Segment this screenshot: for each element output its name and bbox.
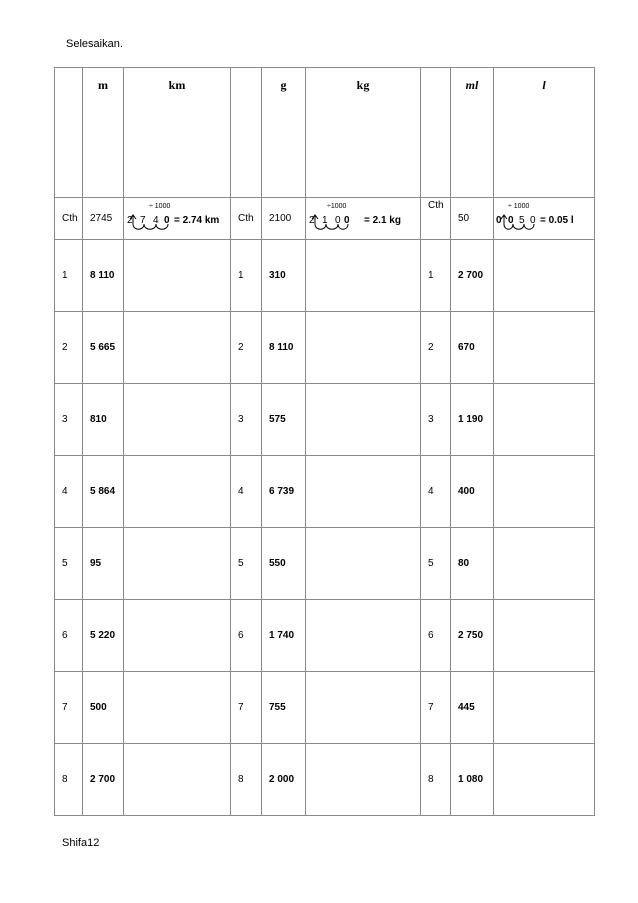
header-blank-2: [231, 68, 262, 198]
example-value-g: 2100: [262, 198, 306, 240]
value-ml: 400: [451, 456, 494, 528]
value-g: 2 000: [262, 744, 306, 816]
table-row: [55, 456, 595, 528]
row-number: 6: [231, 600, 262, 672]
answer-l[interactable]: [494, 600, 595, 672]
table-row: [55, 672, 595, 744]
header-km: km: [124, 68, 231, 198]
value-ml: 80: [451, 528, 494, 600]
row-number: 8: [421, 744, 451, 816]
table-row: [55, 528, 595, 600]
answer-kg[interactable]: [306, 744, 421, 816]
answer-km[interactable]: [124, 456, 231, 528]
digit: 0: [530, 215, 536, 226]
row-number: 1: [421, 240, 451, 312]
row-number: 3: [421, 384, 451, 456]
value-g: 8 110: [262, 312, 306, 384]
row-number: 8: [231, 744, 262, 816]
answer-km[interactable]: [124, 312, 231, 384]
value-m: 5 665: [83, 312, 124, 384]
answer-km[interactable]: [124, 384, 231, 456]
value-g: 310: [262, 240, 306, 312]
value-g: 575: [262, 384, 306, 456]
row-number: 3: [231, 384, 262, 456]
row-number: 4: [421, 456, 451, 528]
answer-kg[interactable]: [306, 672, 421, 744]
digit: 0: [344, 215, 350, 226]
footer-text: Shifa12: [62, 837, 100, 849]
row-number: 7: [55, 672, 83, 744]
value-g: 550: [262, 528, 306, 600]
digit: 2: [127, 215, 133, 226]
row-number: 7: [231, 672, 262, 744]
header-blank-1: [55, 68, 83, 198]
header-blank-3: [421, 68, 451, 198]
value-m: 810: [83, 384, 124, 456]
value-m: 5 864: [83, 456, 124, 528]
value-ml: 445: [451, 672, 494, 744]
answer-km[interactable]: [124, 672, 231, 744]
digit: 7: [140, 215, 146, 226]
table-row: [55, 744, 595, 816]
value-ml: 2 750: [451, 600, 494, 672]
header-g: g: [262, 68, 306, 198]
digit: 0: [335, 215, 341, 226]
table-row: [55, 600, 595, 672]
example-label-m: Cth: [55, 198, 83, 240]
arrow-head-icon: [501, 215, 507, 224]
answer-l[interactable]: [494, 456, 595, 528]
answer-km[interactable]: [124, 528, 231, 600]
row-number: 2: [55, 312, 83, 384]
example-work-km: [124, 198, 231, 240]
example-result: = 0.05 l: [540, 215, 574, 226]
row-number: 5: [231, 528, 262, 600]
answer-l[interactable]: [494, 672, 595, 744]
example-work-kg: [306, 198, 421, 240]
row-number: 2: [421, 312, 451, 384]
division-arrows-km: [124, 198, 231, 237]
answer-l[interactable]: [494, 240, 595, 312]
example-label-ml: Cth: [421, 198, 451, 240]
exercise-rows: [55, 240, 595, 816]
row-number: 2: [231, 312, 262, 384]
operation-label: ÷ 1000: [149, 203, 171, 210]
example-row: [55, 198, 595, 240]
example-work-l: [494, 198, 595, 240]
value-m: 500: [83, 672, 124, 744]
table-row: [55, 240, 595, 312]
value-m: 5 220: [83, 600, 124, 672]
answer-km[interactable]: [124, 240, 231, 312]
value-g: 6 739: [262, 456, 306, 528]
answer-kg[interactable]: [306, 312, 421, 384]
conversion-table: [54, 67, 595, 816]
value-m: 8 110: [83, 240, 124, 312]
header-ml: ml: [451, 68, 494, 198]
row-number: 3: [55, 384, 83, 456]
answer-kg[interactable]: [306, 600, 421, 672]
header-m: m: [83, 68, 124, 198]
answer-kg[interactable]: [306, 240, 421, 312]
digit: 5: [519, 215, 525, 226]
row-number: 1: [231, 240, 262, 312]
digit: 4: [153, 215, 159, 226]
row-number: 5: [55, 528, 83, 600]
example-value-ml: 50: [451, 198, 494, 240]
answer-l[interactable]: [494, 312, 595, 384]
row-number: 6: [55, 600, 83, 672]
row-number: 6: [421, 600, 451, 672]
table-row: [55, 312, 595, 384]
operation-label: ÷1000: [327, 203, 347, 210]
answer-km[interactable]: [124, 600, 231, 672]
row-number: 8: [55, 744, 83, 816]
value-m: 2 700: [83, 744, 124, 816]
answer-kg[interactable]: [306, 456, 421, 528]
digit: 1: [322, 215, 328, 226]
value-ml: 1 190: [451, 384, 494, 456]
answer-l[interactable]: [494, 744, 595, 816]
row-number: 7: [421, 672, 451, 744]
row-number: 1: [55, 240, 83, 312]
example-value-m: 2745: [83, 198, 124, 240]
table-row: [55, 384, 595, 456]
answer-km[interactable]: [124, 744, 231, 816]
instruction-text: Selesaikan.: [66, 38, 123, 50]
answer-kg[interactable]: [306, 384, 421, 456]
digit: 0: [496, 215, 502, 226]
division-arrows-l: [494, 198, 595, 237]
value-ml: 2 700: [451, 240, 494, 312]
digit: 0: [508, 215, 514, 226]
digit: 0: [164, 215, 170, 226]
operation-label: ÷ 1000: [508, 203, 530, 210]
row-number: 5: [421, 528, 451, 600]
digit: 2: [309, 215, 315, 226]
value-ml: 1 080: [451, 744, 494, 816]
answer-l[interactable]: [494, 528, 595, 600]
row-number: 4: [231, 456, 262, 528]
example-result: = 2.1 kg: [364, 215, 401, 226]
header-kg: kg: [306, 68, 421, 198]
value-g: 1 740: [262, 600, 306, 672]
division-arrows-kg: [306, 198, 421, 237]
header-row: [55, 68, 595, 198]
header-l: l: [494, 68, 595, 198]
example-result: = 2.74 km: [174, 215, 220, 226]
row-number: 4: [55, 456, 83, 528]
example-label-g: Cth: [231, 198, 262, 240]
value-ml: 670: [451, 312, 494, 384]
answer-kg[interactable]: [306, 528, 421, 600]
value-g: 755: [262, 672, 306, 744]
answer-l[interactable]: [494, 384, 595, 456]
loop-arrows: [133, 224, 168, 229]
value-m: 95: [83, 528, 124, 600]
